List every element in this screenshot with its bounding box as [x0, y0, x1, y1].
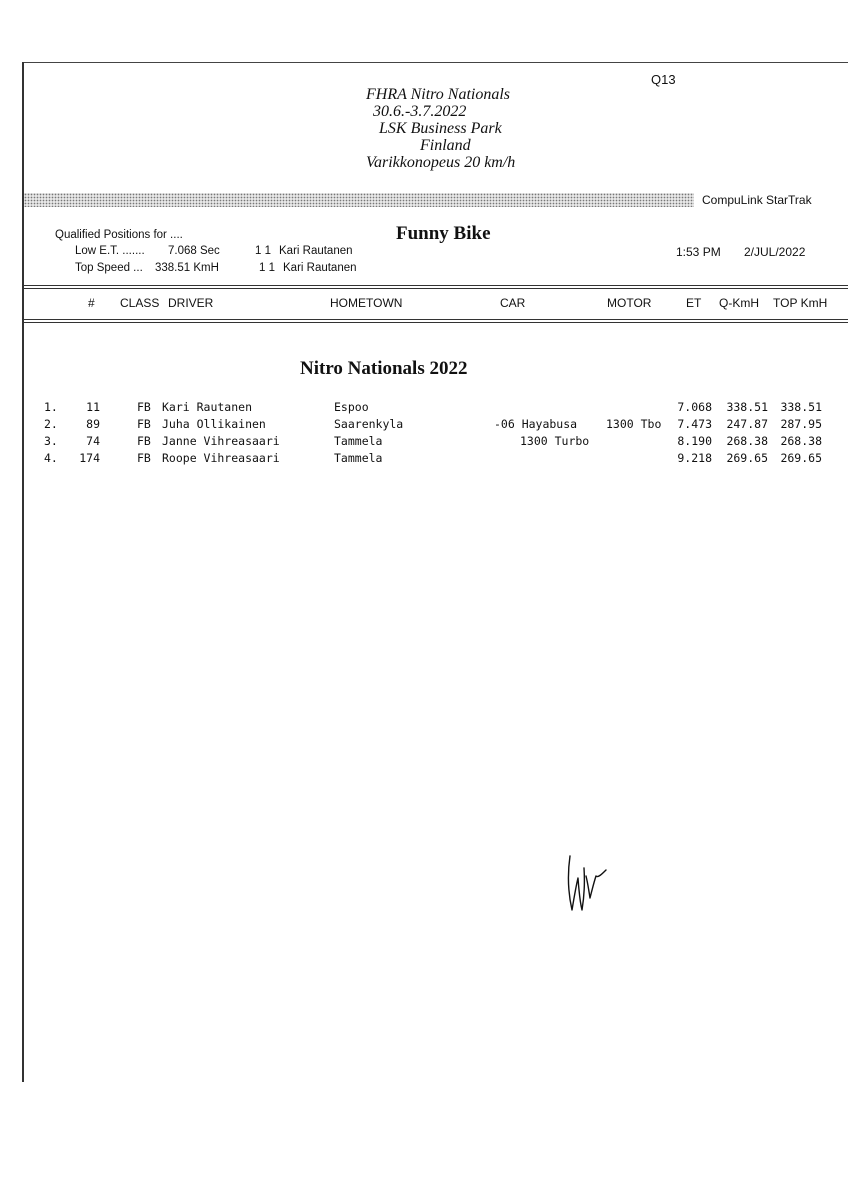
driver: Juha Ollikainen — [162, 417, 266, 431]
col-header-num: # — [88, 296, 95, 310]
class: FB — [137, 434, 151, 448]
driver: Janne Vihreasaari — [162, 434, 280, 448]
entry-number: 11 — [86, 400, 100, 414]
q-kmh: 338.51 — [726, 400, 768, 414]
section-title: Nitro Nationals 2022 — [300, 358, 468, 379]
table-row — [0, 400, 848, 418]
event-country: Finland — [420, 137, 471, 154]
top-speed-driver: Kari Rautanen — [283, 262, 357, 274]
hometown: Espoo — [334, 400, 369, 414]
car: -06 Hayabusa — [494, 417, 578, 431]
report-date: 2/JUL/2022 — [744, 245, 806, 259]
header-rule-bottom-2 — [24, 322, 848, 323]
pit-speed-limit: Varikkonopeus 20 km/h — [366, 154, 516, 171]
top-kmh: 287.95 — [780, 417, 822, 431]
header-rule-top-2 — [24, 288, 848, 289]
driver: Kari Rautanen — [162, 400, 253, 414]
event-dates: 30.6.-3.7.2022 — [373, 103, 467, 120]
hometown: Tammela — [334, 451, 383, 465]
table-row — [0, 434, 848, 452]
low-et-value: 7.068 Sec — [168, 245, 220, 257]
top-speed-label: Top Speed ... — [75, 262, 143, 274]
col-header-topkmh: TOP KmH — [773, 296, 828, 310]
class-title: Funny Bike — [396, 223, 491, 244]
table-row — [0, 417, 848, 435]
position: 4. — [44, 451, 58, 465]
col-header-class: CLASS — [120, 296, 160, 310]
col-header-car: CAR — [500, 296, 526, 310]
hometown: Saarenkyla — [334, 417, 404, 431]
entry-number: 89 — [86, 417, 100, 431]
top-border-rule — [24, 62, 848, 63]
top-kmh: 268.38 — [780, 434, 822, 448]
q-kmh: 247.87 — [726, 417, 768, 431]
page-code: Q13 — [651, 72, 676, 87]
q-kmh: 269.65 — [726, 451, 768, 465]
header-rule-bottom — [24, 319, 848, 320]
entry-number: 174 — [79, 451, 100, 465]
col-header-motor: MOTOR — [607, 296, 652, 310]
car: 1300 Turbo — [520, 434, 590, 448]
entry-number: 74 — [86, 434, 100, 448]
col-header-qkmh: Q-KmH — [719, 296, 759, 310]
top-kmh: 338.51 — [780, 400, 822, 414]
et: 7.068 — [677, 400, 712, 414]
event-title: FHRA Nitro Nationals — [366, 86, 511, 103]
driver: Roope Vihreasaari — [162, 451, 280, 465]
et: 7.473 — [677, 417, 712, 431]
table-row — [0, 451, 848, 469]
vendor-label: CompuLink StarTrak — [702, 193, 812, 207]
et: 8.190 — [677, 434, 712, 448]
position: 2. — [44, 417, 58, 431]
top-speed-number: 1 1 — [259, 262, 275, 274]
q-kmh: 268.38 — [726, 434, 768, 448]
col-header-et: ET — [686, 296, 702, 310]
signature-image — [562, 848, 612, 923]
dotted-separator-band — [24, 193, 694, 207]
top-speed-value: 338.51 KmH — [155, 262, 219, 274]
motor: 1300 Tbo — [606, 417, 662, 431]
position: 3. — [44, 434, 58, 448]
left-border-rule — [22, 62, 24, 1082]
col-header-driver: DRIVER — [168, 296, 214, 310]
low-et-driver: Kari Rautanen — [279, 245, 353, 257]
class: FB — [137, 400, 151, 414]
low-et-label: Low E.T. ....... — [75, 245, 145, 257]
col-header-hometown: HOMETOWN — [330, 296, 403, 310]
event-venue: LSK Business Park — [379, 120, 502, 137]
qualified-heading: Qualified Positions for .... — [55, 229, 183, 241]
signature-scribble — [562, 848, 612, 918]
low-et-number: 1 1 — [255, 245, 271, 257]
position: 1. — [44, 400, 58, 414]
hometown: Tammela — [334, 434, 383, 448]
class: FB — [137, 451, 151, 465]
report-time: 1:53 PM — [676, 245, 721, 259]
header-rule-top — [24, 285, 848, 286]
top-kmh: 269.65 — [780, 451, 822, 465]
class: FB — [137, 417, 151, 431]
et: 9.218 — [677, 451, 712, 465]
